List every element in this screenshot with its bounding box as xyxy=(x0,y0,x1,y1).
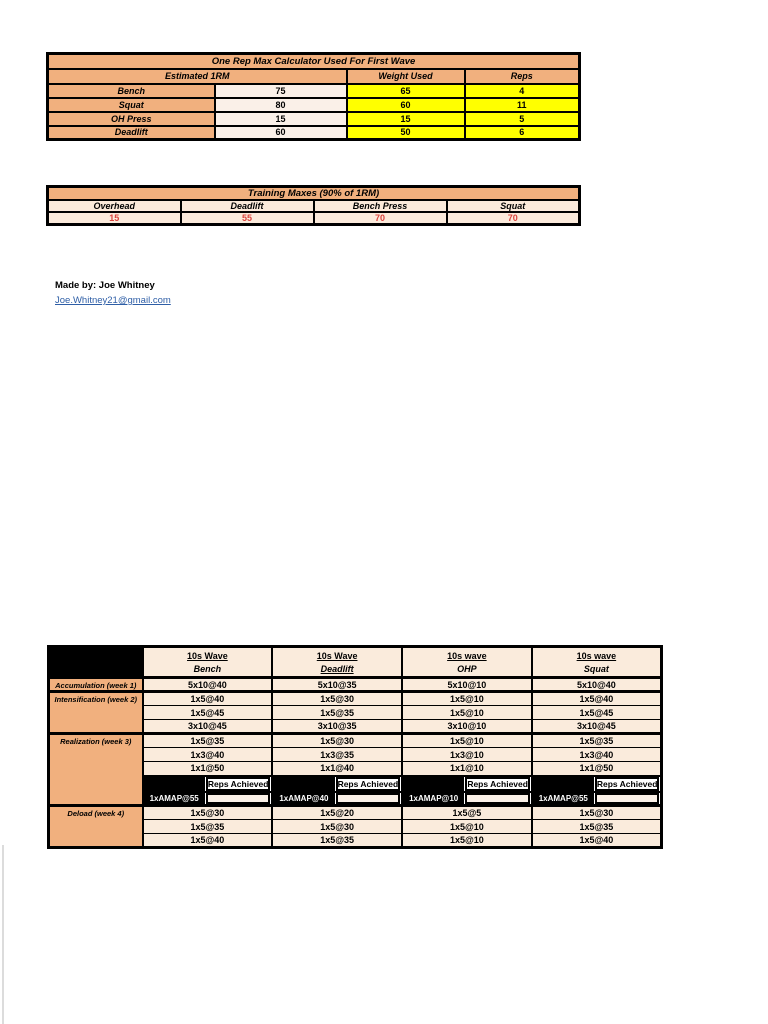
reps-achieved-cell xyxy=(272,776,402,792)
lift-label-bench: Bench xyxy=(48,84,215,98)
set-cell: 5x10@40 xyxy=(532,678,662,692)
set-cell: 1x3@40 xyxy=(532,748,662,762)
set-cell: 1x5@30 xyxy=(272,692,402,706)
reps-achieved-label: Reps Achieved xyxy=(467,778,528,789)
weight-used-value: 15 xyxy=(347,112,465,126)
set-cell: 1x5@30 xyxy=(272,734,402,748)
amap-cell xyxy=(532,792,662,806)
weight-used-value: 50 xyxy=(347,126,465,140)
set-cell: 1x5@45 xyxy=(143,706,273,720)
reps-value: 11 xyxy=(465,98,580,112)
amap-cell xyxy=(402,792,532,806)
set-cell: 5x10@40 xyxy=(143,678,273,692)
set-cell: 1x5@20 xyxy=(272,806,402,820)
col-header-estimated-1rm: Estimated 1RM xyxy=(48,69,347,84)
col-header-bench-press: Bench Press xyxy=(314,200,447,212)
estimated-1rm-value: 80 xyxy=(215,98,347,112)
amap-cell xyxy=(272,792,402,806)
lift-label-deadlift: Deadlift xyxy=(48,126,215,140)
set-cell: 1x5@40 xyxy=(532,692,662,706)
set-cell: 1x5@10 xyxy=(402,692,532,706)
wave-label: 10s Wave xyxy=(316,650,358,661)
set-cell: 3x10@45 xyxy=(143,720,273,734)
set-cell: 5x10@10 xyxy=(402,678,532,692)
training-maxes-table xyxy=(46,185,581,226)
week-label-deload: Deload (week 4) xyxy=(49,806,143,848)
col-header-reps: Reps xyxy=(465,69,580,84)
amap-entry-box[interactable] xyxy=(465,793,529,805)
training-max-squat: 70 xyxy=(447,212,580,225)
made-by-text: Made by: Joe Whitney xyxy=(55,280,155,291)
black-fill xyxy=(533,777,594,791)
amap-entry-box[interactable] xyxy=(336,793,400,805)
col-header-ohp xyxy=(402,647,532,678)
col-header-weight-used: Weight Used xyxy=(347,69,465,84)
set-cell: 1x5@35 xyxy=(272,834,402,848)
corner-cell xyxy=(49,647,143,678)
one-rep-max-table xyxy=(46,52,581,141)
set-cell: 1x5@35 xyxy=(272,706,402,720)
amap-set: 1xAMAP@55 xyxy=(144,793,205,805)
set-cell: 1x5@30 xyxy=(532,806,662,820)
set-cell: 5x10@35 xyxy=(272,678,402,692)
page-edge-line xyxy=(2,845,4,1024)
table-row xyxy=(48,126,580,140)
reps-achieved-cell xyxy=(143,776,273,792)
set-cell: 1x5@10 xyxy=(402,834,532,848)
set-cell: 1x5@5 xyxy=(402,806,532,820)
col-header-overhead: Overhead xyxy=(48,200,181,212)
set-cell: 1x5@35 xyxy=(532,820,662,834)
set-cell: 1x3@10 xyxy=(402,748,532,762)
one-rep-max-title: One Rep Max Calculator Used For First Wave xyxy=(48,54,580,69)
table-row xyxy=(49,806,662,820)
black-fill xyxy=(273,777,334,791)
set-cell: 1x5@30 xyxy=(143,806,273,820)
week-label-realization: Realization (week 3) xyxy=(49,734,143,806)
lift-name: Deadlift xyxy=(320,663,354,674)
lift-name: Squat xyxy=(583,663,609,674)
set-cell: 1x5@45 xyxy=(532,706,662,720)
set-cell: 1x5@35 xyxy=(143,734,273,748)
amap-set: 1xAMAP@40 xyxy=(273,793,334,805)
week-label-intensification: Intensification (week 2) xyxy=(49,692,143,734)
reps-achieved-cell xyxy=(402,776,532,792)
table-row xyxy=(48,98,580,112)
reps-achieved-label: Reps Achieved xyxy=(337,778,399,789)
set-cell: 1x5@10 xyxy=(402,706,532,720)
col-header-deadlift: Deadlift xyxy=(181,200,314,212)
lift-label-squat: Squat xyxy=(48,98,215,112)
set-cell: 3x10@10 xyxy=(402,720,532,734)
table-row xyxy=(49,692,662,706)
lift-label-oh-press: OH Press xyxy=(48,112,215,126)
amap-set: 1xAMAP@55 xyxy=(533,793,594,805)
table-row xyxy=(49,734,662,748)
training-maxes-title: Training Maxes (90% of 1RM) xyxy=(48,187,580,201)
amap-entry-box[interactable] xyxy=(595,793,659,805)
weight-used-value: 65 xyxy=(347,84,465,98)
lift-name: OHP xyxy=(457,663,477,674)
col-header-deadlift xyxy=(272,647,402,678)
estimated-1rm-value: 60 xyxy=(215,126,347,140)
set-cell: 3x10@45 xyxy=(532,720,662,734)
set-cell: 1x5@40 xyxy=(532,834,662,848)
amap-set: 1xAMAP@10 xyxy=(403,793,464,805)
training-max-deadlift: 55 xyxy=(181,212,314,225)
table-row xyxy=(48,212,580,225)
set-cell: 1x3@40 xyxy=(143,748,273,762)
amap-cell xyxy=(143,792,273,806)
table-row xyxy=(48,112,580,126)
set-cell: 1x3@35 xyxy=(272,748,402,762)
set-cell: 1x5@40 xyxy=(143,692,273,706)
set-cell: 1x5@40 xyxy=(143,834,273,848)
amap-entry-box[interactable] xyxy=(206,793,270,805)
reps-achieved-label: Reps Achieved xyxy=(596,778,658,789)
table-row xyxy=(48,84,580,98)
black-fill xyxy=(144,777,205,791)
set-cell: 1x1@50 xyxy=(532,762,662,776)
training-max-overhead: 15 xyxy=(48,212,181,225)
set-cell: 1x1@10 xyxy=(402,762,532,776)
training-max-bench: 70 xyxy=(314,212,447,225)
reps-achieved-label: Reps Achieved xyxy=(207,778,269,789)
set-cell: 1x5@35 xyxy=(143,820,273,834)
set-cell: 3x10@35 xyxy=(272,720,402,734)
wave-label: 10s wave xyxy=(447,650,487,661)
table-row xyxy=(49,678,662,692)
email-link[interactable]: Joe.Whitney21@gmail.com xyxy=(55,295,171,306)
black-fill xyxy=(403,777,464,791)
weight-used-value: 60 xyxy=(347,98,465,112)
lift-name: Bench xyxy=(193,663,222,674)
set-cell: 1x1@40 xyxy=(272,762,402,776)
set-cell: 1x1@50 xyxy=(143,762,273,776)
reps-value: 6 xyxy=(465,126,580,140)
col-header-squat: Squat xyxy=(447,200,580,212)
reps-achieved-cell xyxy=(532,776,662,792)
set-cell: 1x5@10 xyxy=(402,820,532,834)
reps-value: 4 xyxy=(465,84,580,98)
wave-label: 10s Wave xyxy=(187,650,228,661)
program-table xyxy=(47,645,663,849)
set-cell: 1x5@30 xyxy=(272,820,402,834)
set-cell: 1x5@10 xyxy=(402,734,532,748)
reps-value: 5 xyxy=(465,112,580,126)
week-label-accumulation: Accumulation (week 1) xyxy=(49,678,143,692)
credits-block xyxy=(55,278,171,308)
estimated-1rm-value: 75 xyxy=(215,84,347,98)
col-header-squat xyxy=(532,647,662,678)
estimated-1rm-value: 15 xyxy=(215,112,347,126)
col-header-bench xyxy=(143,647,273,678)
wave-label: 10s wave xyxy=(576,650,617,661)
set-cell: 1x5@35 xyxy=(532,734,662,748)
